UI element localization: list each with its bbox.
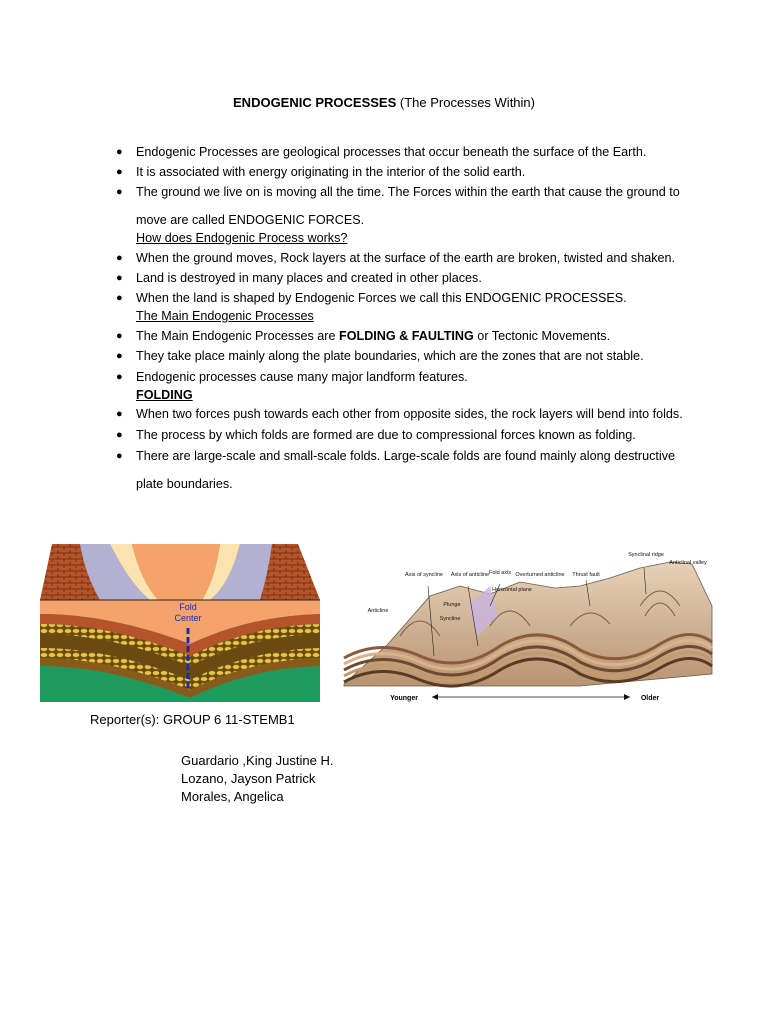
subheading-main: The Main Endogenic Processes <box>136 309 314 323</box>
bullet-continuation: move are called ENDOGENIC FORCES. <box>136 213 365 227</box>
label-axis-anticline: Axis of anticline <box>450 572 490 578</box>
subheading-how: How does Endogenic Process works? <box>136 231 348 245</box>
bullet-dot-icon: ● <box>116 450 123 462</box>
bullet-dot-icon: ● <box>116 166 123 178</box>
label-older: Older <box>640 695 660 702</box>
title-subtitle: (The Processes Within) <box>396 95 535 110</box>
bullet-continuation: plate boundaries. <box>136 477 233 491</box>
page-title <box>0 95 768 110</box>
fold-landscape-diagram <box>340 546 718 706</box>
subheading-folding: FOLDING <box>136 388 193 402</box>
bullet-dot-icon: ● <box>116 146 123 158</box>
label-syncline: Syncline <box>439 616 461 622</box>
label-anticlinal-valley: Anticlinal valley <box>669 560 707 566</box>
member-name: Guardario ,King Justine H. <box>181 753 334 768</box>
fold-label-2: Center <box>174 613 202 623</box>
member-name: Morales, Angelica <box>181 789 284 804</box>
bullet-dot-icon: ● <box>116 371 123 383</box>
reporter-line: Reporter(s): GROUP 6 11-STEMB1 <box>90 712 295 727</box>
label-axis-syncline: Axis of syncline <box>405 572 443 578</box>
label-anticline: Anticline <box>367 608 389 614</box>
bullet-dot-icon: ● <box>116 429 123 441</box>
label-overturned-anticline: Overturned anticline <box>515 572 565 578</box>
bullet-dot-icon: ● <box>116 408 123 420</box>
bullet-dot-icon: ● <box>116 350 123 362</box>
bullet-dot-icon: ● <box>116 292 123 304</box>
fold-label-1: Fold <box>179 602 197 612</box>
label-synclinal-ridge: Synclinal ridge <box>628 552 664 558</box>
label-plunge: Plunge <box>443 602 461 608</box>
label-thrust-fault: Thrust fault <box>572 572 600 578</box>
member-name: Lozano, Jayson Patrick <box>181 771 316 786</box>
label-horizontal-plane: Horizontal plane <box>492 587 532 593</box>
label-younger: Younger <box>390 695 418 702</box>
title-bold: ENDOGENIC PROCESSES <box>233 95 397 110</box>
syncline-fold-diagram <box>40 544 320 702</box>
label-fold-axis: Fold axis <box>488 570 512 576</box>
bullet-dot-icon: ● <box>116 330 123 342</box>
bullet-dot-icon: ● <box>116 272 123 284</box>
bullet-dot-icon: ● <box>116 186 123 198</box>
bullet-dot-icon: ● <box>116 252 123 264</box>
